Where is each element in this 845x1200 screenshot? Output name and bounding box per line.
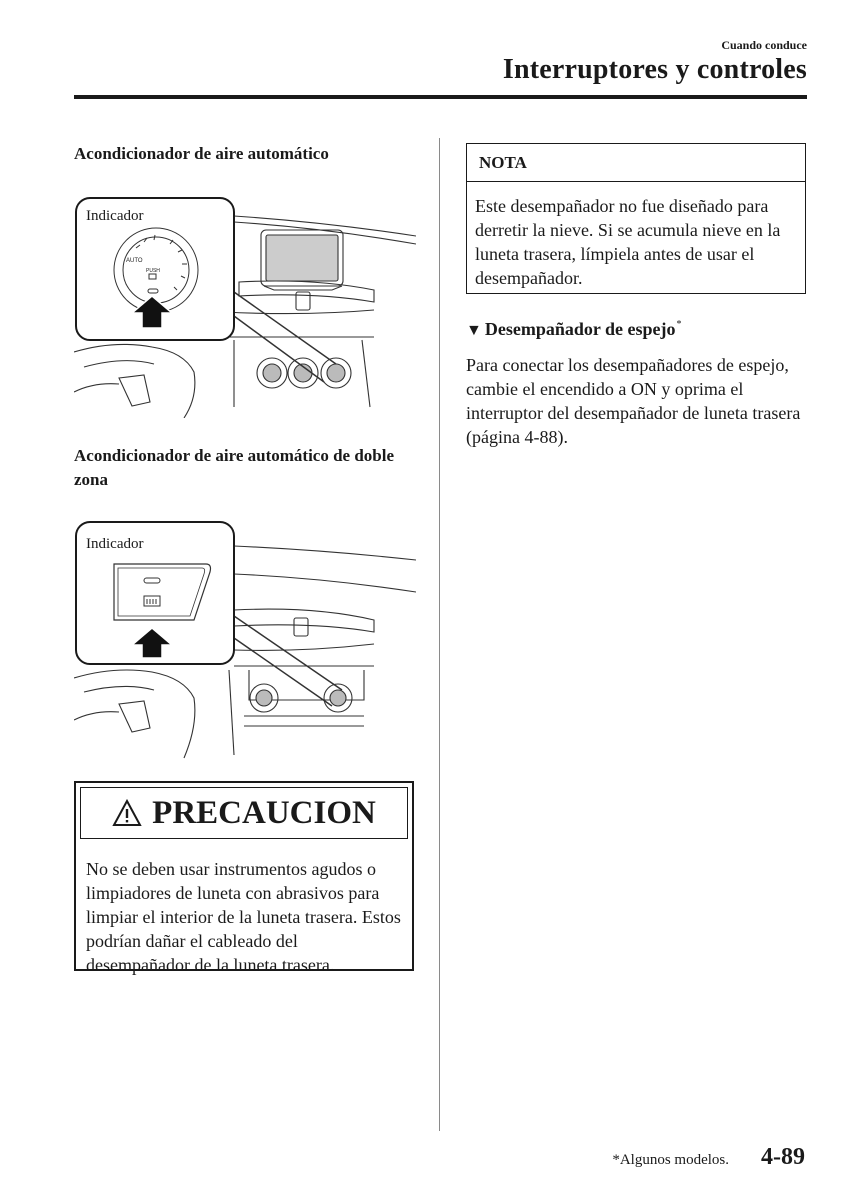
caution-header	[80, 787, 408, 839]
asterisk-marker: *	[676, 319, 682, 330]
note-text: Este desempañador no fue diseñado para derretir la nieve. Si se acumula nieve en la luneta trasera, límpiela antes de usar el desempañador.	[475, 196, 781, 288]
dial-auto-text: AUTO	[126, 258, 143, 264]
title-rule	[74, 95, 807, 99]
footnote: *Algunos modelos.	[612, 1152, 729, 1168]
heading-dual-zone-ac: Acondicionador de aire automático de doble zona	[74, 446, 395, 489]
mirror-defroster-text: Para conectar los desempañadores de espejo, cambie el encendido a ON y oprima el interruptor del desempañador de luneta trasera (página 4-88).	[466, 355, 801, 447]
note-header: NOTA	[467, 144, 805, 182]
figure-auto-ac	[74, 192, 416, 418]
dashboard-illustration-auto	[74, 192, 416, 418]
indicator-callout-2: Indicador	[86, 536, 144, 552]
figure-dual-zone-ac	[74, 520, 416, 760]
indicator-callout-1: Indicador	[86, 208, 144, 224]
column-divider	[439, 138, 440, 1131]
page-title: Interruptores y controles	[502, 54, 807, 85]
page-number: 4-89	[761, 1144, 805, 1170]
caution-text: No se deben usar instrumentos agudos o limpiadores de luneta con abrasivos para limpiar el interior de la luneta trasera. Estos podrían dañar el cableado del desempañador de la luneta trasera.	[86, 859, 401, 975]
mirror-heading-text: Desempañador de espejo	[484, 319, 676, 339]
section-marker-icon: ▼	[466, 322, 482, 339]
dashboard-illustration-dual	[74, 520, 416, 760]
defroster-icon	[144, 596, 160, 606]
dial-push-text: PUSH	[146, 268, 160, 274]
heading-auto-ac: Acondicionador de aire automático	[74, 144, 329, 163]
mirror-defroster-heading	[466, 319, 682, 343]
caution-title: PRECAUCION	[152, 794, 376, 831]
warning-triangle-icon	[112, 799, 142, 827]
caution-box	[74, 781, 414, 975]
note-box	[466, 143, 806, 294]
section-label: Cuando conduce	[721, 38, 807, 52]
